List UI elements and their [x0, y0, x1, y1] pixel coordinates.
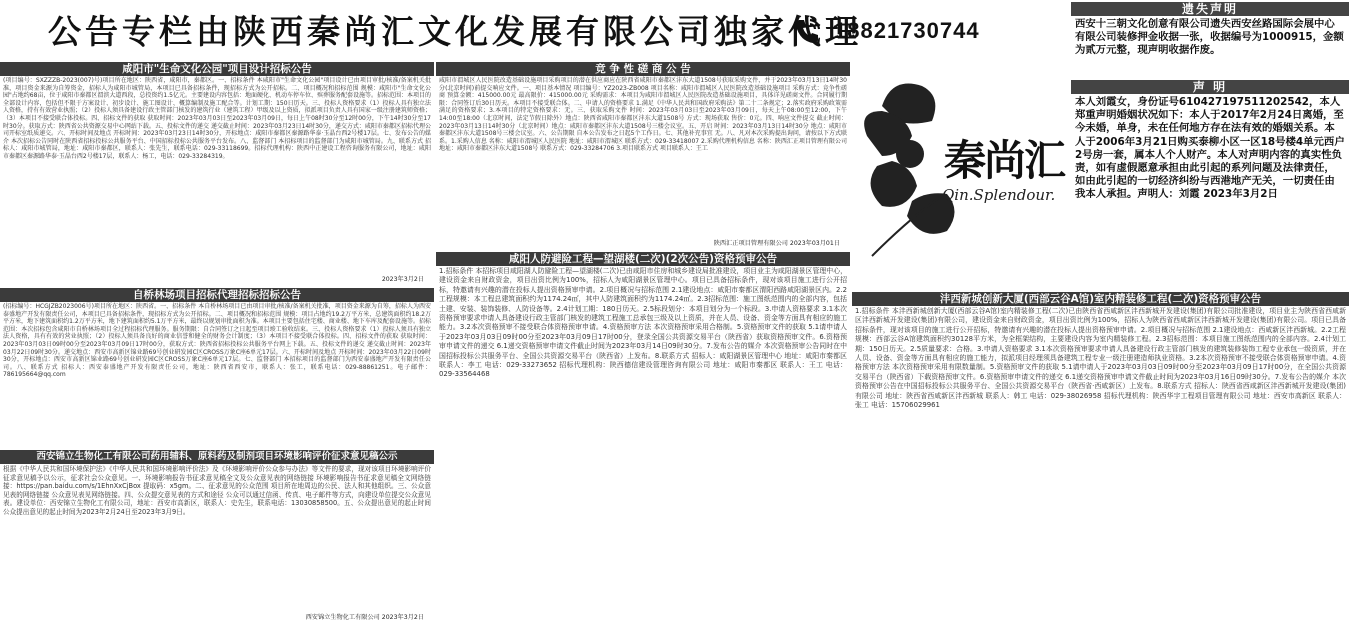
header-banner [0, 0, 1068, 58]
section-life-culture-park [0, 62, 434, 286]
section-body: 咸阳市渭城区人民医院改造基础设施项目采购项目的潜在供应商应在陕西省咸阳市秦都区沣东大道1508号获取采购文件，并于2023年03月13日14时30分(北京时间)前提交响应文件。一、项目基本情况 项目编号：YZ2023-ZB008 项目名称：咸阳市渭城区人民医院改造基础设施项目 采购方式：竞争性磋商 预算金额：415000.00元 最高限价：415000.00元 采购需求：本项目为咸阳市渭城区人民医院改造基础设施项目，具体详见磋商文件。合同履行期限：合同签订后30日历天。本项目不接受联合体。二、申请人的资格要求 1.满足《中华人民共和国政府采购法》第二十二条规定；2.落实政府采购政策需满足的资格要求；3.本项目的特定资格要求：无。三、获取采购文件 时间：2023年03月03日至2023年03月09日，每天上午08:00至12:00，下午14:00至18:00（北京时间，法定节假日除外）地点：陕西省咸阳市秦都区沣东大道1508号 方式：现场获取 售价：0元。四、响应文件提交 截止时间：2023年03月13日14时30分（北京时间）地点：咸阳市秦都区沣东大道1508号三楼会议室。五、开启 时间：2023年03月13日14时30分 地点：咸阳市秦都区沣东大道1508号三楼会议室。六、公告期限 自本公告发布之日起5个工作日。七、其他补充事宜 无。八、凡对本次采购提出询问，请按以下方式联系。1.采购人信息 名称：咸阳市渭城区人民医院 地址：咸阳市渭城区 联系方式：029-33418007 2.采购代理机构信息 名称：陕西汇正项目管理有限公司 地址：咸阳市秦都区沣东大道1508号 联系方式：029-33284706 3.项目联系方式 项目联系人：王工 [439, 77, 847, 153]
section-body: (项目编号：SXZZZB-2023(007)号)项目所在地区：陕西省，咸阳市，秦都区。一、招标条件 本咸阳市"生命文化公园"项目设计已由项目审批/核准/备案机关批准，项目资金来源为自筹资金，招标人为咸阳市城管局，本项目已具备招标条件，现招标方式为公开招标。二、项目概况和招标范围 规模：咸阳市"生命文化公园"占地约68亩，位于咸阳市秦都区渭滨大道西段，总投资约1.5亿元。主要建设内容包括：地面硬化、机动车停车位、殡葬服务配套设施等。招标范围：本项目的全部设计内容，包括但不限于方案设计、初步设计、施工图设计、概算编制及施工配合等。计划工期：150日历天。三、投标人资格要求（1）投标人具有独立法人资格，持有有效营业执照；（2）投标人须具备建设行政主管部门核发的建筑行业（建筑工程）甲级及以上资质，拟派项目负责人具有国家一级注册建筑师资格；（3）本项目不接受联合体投标。四、招标文件的获取 获取时间：2023年03月03日至2023年03月09日，每日上午08时30分至12时00分，下午14时30分至17时30分。获取方式：陕西省公共资源交易中心网站下载。五、投标文件的递交 递交截止时间：2023年03月23日14时30分，递交方式：咸阳市秦都区招标代理公司开标室纸质递交。六、开标时间及地点 开标时间：2023年03月23日14时30分，开标地点：咸阳市秦都区秦源路华泰·玉晶台西2号楼17层。七、发布公告的媒介 本次招标公告同时在陕西省招标投标公共服务平台、中国招标投标公共服务平台发布。八、监督部门 本招标项目的监督部门为咸阳市城管局。九、联系方式 招标人：咸阳市城管局，地址：咸阳市秦都区，联系人：张先生，联系电话：029-33118699。招标代理机构：陕西中正建设工程咨询服务有限公司，地址：咸阳市秦都区秦源路华泰·玉晶台西2号楼17层，联系人：杨工，电话：029-33284319。 [3, 77, 431, 160]
section-body: 1.招标条件 本招标项目咸阳湖人防避险工程—望湖楼(二次)已由咸阳市住房和城乡建设局批准建设，项目业主为咸阳湖景区管理中心，建设资金来自财政资金，项目出资比例为100%，招标人为咸阳湖景区管理中心。项目已具备招标条件，现对该项目施工进行公开招标，特邀请有兴趣的潜在投标人提出资格预审申请。2.项目概况与招标范围 2.1建设地点：咸阳市秦都区渭阳西路咸阳湖景区内。2.2工程规模：本工程总建筑面积约为1174.24㎡，其中人防建筑面积约为1174.24㎡。2.3招标范围：施工图纸范围内的全部内容，包括土建、安装、装饰装修、人防设备等。2.4计划工期：180日历天。2.5标段划分：本项目划分为一个标段。3.申请人资格要求 3.1本次资格预审要求申请人具备建设行政主管部门核发的建筑工程施工总承包三级及以上资质，并在人员、设备、资金等方面具有相应的施工能力。3.2本次资格预审不接受联合体资格预审申请。4.资格预审方法 本次资格预审采用合格制。5.资格预审文件的获取 5.1请申请人于2023年03月03日09时00分至2023年03月09日17时00分，登录全国公共资源交易平台（陕西省）获取资格预审文件。6.资格预审申请文件的递交 6.1递交资格预审申请文件截止时间为2023年03月14日09时30分。7.发布公告的媒介 本次资格预审公告同时在中国招标投标公共服务平台、全国公共资源交易平台（陕西省）上发布。8.联系方式 招标人：咸阳湖景区管理中心 地址：咸阳市秦都区 联系人：李工 电话：029-33273652 招标代理机构：陕西德信建设管理咨询有限公司 地址：咸阳市秦都区 联系人：王工 电话：029-33564468 [439, 267, 847, 379]
section-eia-notice [0, 450, 434, 633]
section-fengxi-innovation [852, 292, 1349, 633]
section-forest-farm [0, 288, 434, 448]
declaration-heading: 声 明 [1071, 80, 1349, 94]
section-title: 咸阳人防避险工程—望湖楼(二次)(2次公告)资格预审公告 [436, 252, 850, 266]
declaration-text: 本人刘霞女，身份证号610427197511202542，本人郑重声明婚姻状况如下：本人于2017年2月24日离婚，至今未婚，单身，未在任何地方存在法有效的婚姻关系。本人于2006年3月21日购买泰柳小区一区18号楼4单元西户2号房一套，属本人个人财产。本人对声明内容的真实性负责，如有虚假愿意承担由此引起的系列问题及法律责任，如由此引起的一切经济纠纷与西港地产无关，一切责任由我本人承担。声明人：刘霞 2023年3月2日 [1075, 96, 1345, 201]
brand-logo [852, 66, 1070, 286]
phone-number: 18821730744 [834, 18, 980, 43]
section-body: (招标编号：HCGJZB2023006号)项目所在地区：陕西省。一、招标条件 本自桥林场项目已由项目审批/核准/备案机关批准，项目资金来源为自筹，招标人为西安泰盛地产开发有限责任公司，本项目已具备招标条件，现招标方式为公开招标。二、项目概况和招标范围 规模：项目占地约19.2万平方米，总建筑面积约18.2万平方米，地下建筑面积约1.2万平方米，地下建筑面积约5.1万平方米，最终以规划审批面积为准。本项目主要包括住宅楼、商业楼、地下车库及配套设施等。招标范围：本次招标包含咸阳市自桥林场项目全过程招标代理服务。服务期限：自合同签订之日起至项目竣工验收结束。三、投标人资格要求（1）投标人须具有独立法人资格，具有有效的营业执照；（2）投标人须具备良好的商业信誉和健全的财务会计制度；（3）本项目不接受联合体投标。四、招标文件的获取 获取时间：2023年03月03日09时00分至2023年03月09日17时00分，获取方式：陕西省招标投标公共服务平台网上下载。五、投标文件的递交 递交截止时间：2023年03月22日09时30分。递交地点：西安市高新区锦业路69号创业研发园C区CROSS万象C座6单元17层。六、开标时间及地点 开标时间：2023年03月22日09时30分，开标地点：西安市高新区锦业路69号创业研发园C区CROSS万象C座6单元17层。七、监督部门 本招标项目的监督部门为西安泰盛地产开发有限责任公司。八、联系方式 招标人：西安泰盛地产开发有限责任公司，地址：陕西省西安市，联系人：张工，联系电话：029-88861251。电子邮件：786195664@qq.com [3, 303, 431, 379]
section-title: 自桥林场项目招标代理招标招标公告 [0, 288, 434, 302]
section-title: 西安锦立生物化工有限公司药用辅料、原料药及制剂项目环境影响评价征求意见稿公示 [0, 450, 434, 464]
section-body: 1.招标条件 本沣西新城创新大厦(西部云谷A馆)室内精装修工程(二次)已由陕西省西咸新区沣西新城开发建设(集团)有限公司批准建设，项目业主为陕西省西咸新区沣西新城开发建设(集团)有限公司，建设资金来自财政资金，项目出资比例为100%，招标人为陕西省西咸新区沣西新城开发建设(集团)有限公司。项目已具备招标条件，现对该项目的施工进行公开招标，特邀请有兴趣的潜在投标人提出资格预审申请。2.项目概况与招标范围 2.1建设地点：西咸新区沣西新城。2.2工程规模：西部云谷A馆建筑面积约30128平方米，为全框架结构，主要建设内容为室内精装修工程。2.3招标范围：本项目施工图纸范围内的全部内容。2.4计划工期：150日历天。2.5质量要求：合格。3.申请人资格要求 3.1本次资格预审要求申请人具备建设行政主管部门核发的建筑装修装饰工程专业承包一级资质，并在人员、设备、资金等方面具有相应的施工能力，拟派项目经理须具备建筑工程专业一级注册建造师执业资格。3.2本次资格预审不接受联合体资格预审申请。4.资格预审方法 本次资格预审采用有限数量制。5.资格预审文件的获取 5.1请申请人于2023年03月03日09时00分至2023年03月09日17时00分，在全国公共资源交易平台（陕西省）下载资格预审文件。6.资格预审申请文件的递交 6.1递交资格预审申请文件截止时间为2023年03月16日09时30分。7.发布公告的媒介 本次资格预审公告在中国招标投标公共服务平台、全国公共资源交易平台（陕西省·西咸新区）上发布。8.联系方式 招标人：陕西省西咸新区沣西新城开发建设(集团)有限公司 地址：陕西省西咸新区沣西新城 联系人：韩工 电话：029-38026958 招标代理机构：陕西华宇工程项目管理有限公司 地址：西安市高新区 联系人：张工 电话：15706029961 [855, 307, 1346, 410]
section-title: 沣西新城创新大厦(西部云谷A馆)室内精装修工程(二次)资格预审公告 [852, 292, 1349, 306]
section-body: 根据《中华人民共和国环境保护法》《中华人民共和国环境影响评价法》及《环境影响评价公众参与办法》等文件的要求，现对该项目环境影响评价征求意见稿予以公示，征求社会公众意见。一、环境影响报告书征求意见稿全文及公众意见表的网络链接 环境影响报告书征求意见稿全文网络链接：https://pan.baidu.com/s/1EhnXxCjBox 提取码：x5gm。二、征求意见的公众范围 项目所在地周边的公民、法人和其他组织。三、公众意见表的网络链接 公众意见表见网络链接。四、公众提交意见表的方式和途径 公众可以通过信函、传真、电子邮件等方式，向建设单位提交公众意见表。建设单位：西安锦立生物化工有限公司，地址：西安市高新区，联系人：史先生，联系电话：13030858500。五、公众提出意见的起止时间 公众提出意见的起止时间为2023年2月24日至2023年3月9日。 [3, 465, 431, 516]
section-competitive-negotiation [436, 62, 850, 248]
section-title: 竞 争 性 磋 商 公 告 [436, 62, 850, 76]
lost-notice-text: 西安十三朝文化创意有限公司遗失西安丝路国际会展中心有限公司装修押金收据一张，收据编号为1000915，金额为贰万元整，现声明收据作废。 [1075, 18, 1344, 57]
section-signature: 2023年3月2日 [381, 276, 424, 283]
banner-title: 公告专栏由陕西秦尚汇文化发展有限公司独家代理 [48, 12, 862, 51]
section-signature: 陕西汇正项目管理有限公司 2023年03月01日 [713, 240, 840, 247]
notice-column [1071, 2, 1349, 254]
lost-notice-heading: 遗失声明 [1071, 2, 1349, 16]
section-civil-defense [436, 252, 850, 633]
logo-wordmark: 秦尚汇 [944, 136, 1065, 185]
phone-icon [790, 14, 824, 48]
section-title: 咸阳市"生命文化公园"项目设计招标公告 [0, 62, 434, 76]
logo-subtitle: Qin.Splendour. [942, 186, 1056, 204]
section-signature: 西安锦立生物化工有限公司 2023年3月2日 [305, 614, 424, 621]
